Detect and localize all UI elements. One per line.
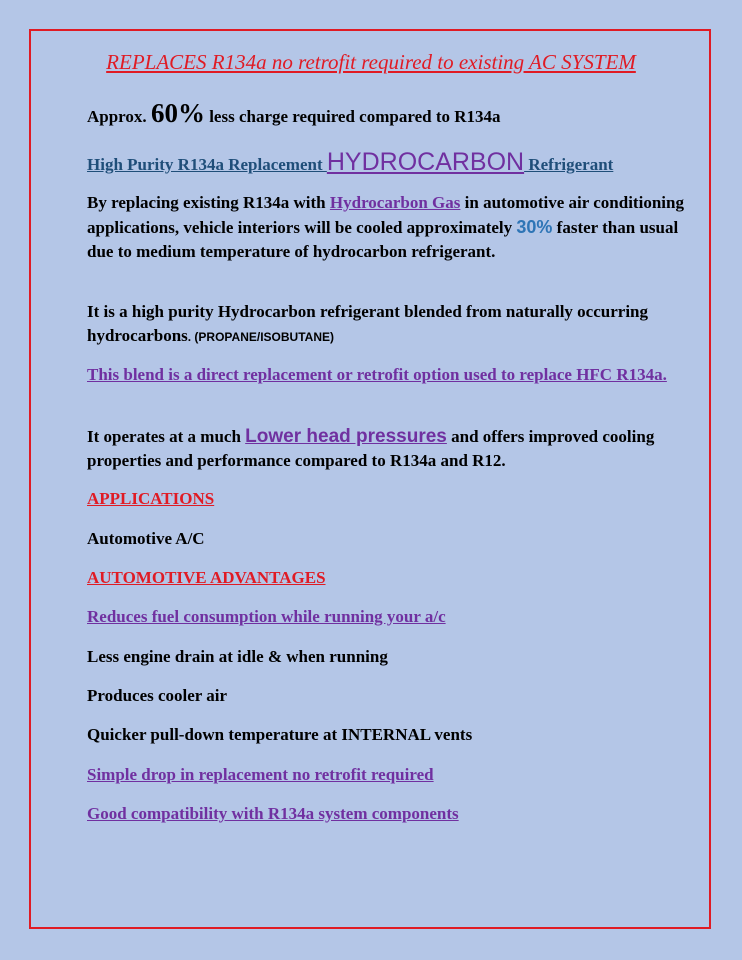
operates-paragraph: [87, 425, 697, 473]
advantage-item: Reduces fuel consumption while running your a/c: [87, 607, 446, 626]
applications-heading: APPLICATIONS: [87, 489, 215, 508]
purity-text-c: Refrigerant: [524, 155, 614, 174]
approx-suffix: less charge required compared to R134a: [204, 107, 501, 126]
replacing-paragraph: [87, 191, 697, 264]
hydrocarbon-label: HYDROCARBON: [326, 148, 525, 176]
advantage-item: Good compatibility with R134a system components: [87, 804, 459, 823]
advantage-item: Quicker pull-down temperature at INTERNAL vents: [87, 725, 473, 744]
operates-text-a: It operates at a much: [87, 427, 246, 446]
operates-text-b: and offers improved cooling properties and performance compared to R134a and R12.: [87, 427, 655, 470]
replacing-text-a: By replacing existing R134a with: [87, 193, 330, 212]
lower-head-pressures-link: Lower head pressures: [245, 426, 447, 447]
hydrocarbon-gas-link: Hydrocarbon Gas: [329, 193, 461, 212]
blend-components: . (PROPANE/ISOBUTANE): [187, 330, 334, 344]
replacing-percent: 30%: [516, 217, 553, 237]
blend-text-a: It is a high purity Hydrocarbon refrigerant blended from naturally occurring hydrocarbons: [87, 302, 648, 345]
page-title: REPLACES R134a no retrofit required to existing AC SYSTEM: [106, 50, 636, 74]
replacing-text-b: in automotive air conditioning applications, vehicle interiors will be cooled approximately: [87, 193, 684, 237]
approx-prefix: Approx.: [87, 107, 151, 126]
purity-text-a: High Purity R134a Replacement: [87, 155, 327, 174]
advantage-item: Less engine drain at idle & when running: [87, 647, 388, 666]
advantages-heading: AUTOMOTIVE ADVANTAGES: [87, 568, 326, 587]
direct-replacement-paragraph: This blend is a direct replacement or retrofit option used to replace HFC R134a.: [87, 365, 667, 384]
blend-paragraph: [87, 300, 697, 349]
replacing-text-c: faster than usual due to medium temperature of hydrocarbon refrigerant.: [87, 218, 679, 261]
advantage-item: Simple drop in replacement no retrofit required: [87, 765, 434, 784]
applications-item: Automotive A/C: [87, 529, 205, 548]
advantage-item: Produces cooler air: [87, 686, 228, 705]
purity-line: [87, 147, 697, 180]
approx-line: [87, 98, 697, 132]
approx-percent: 60%: [150, 98, 205, 128]
